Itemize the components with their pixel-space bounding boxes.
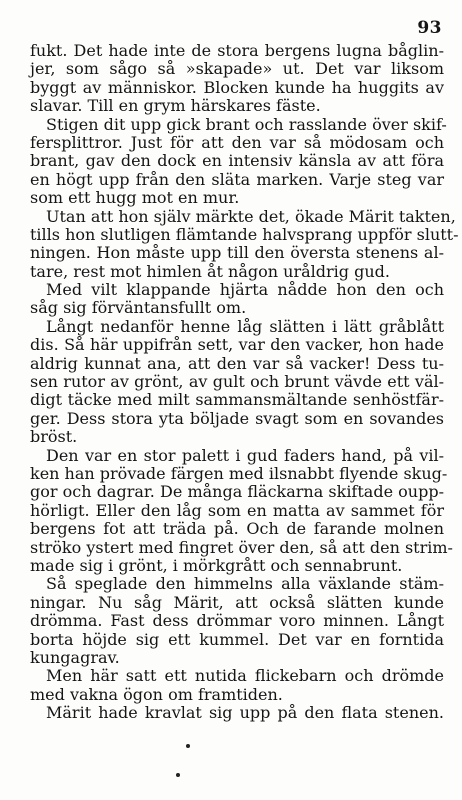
- text-line: made sig i grönt, i mörkgrått och sennabrunt.: [30, 555, 403, 575]
- text-line: hörligt. Eller den låg som en matta av sammet för: [30, 500, 444, 520]
- text-line: Långt nedanför henne låg slätten i lätt gråblått: [46, 316, 444, 336]
- text-line: ken han prövade färgen med ilsnabbt flyende skug-: [30, 463, 448, 483]
- text-line: bergens fot att träda på. Och de farande molnen: [30, 519, 444, 539]
- print-speck: [186, 744, 190, 748]
- text-line: Utan att hon själv märkte det, ökade Märit takten,: [46, 206, 456, 226]
- page-number: 93: [417, 18, 442, 38]
- text-line: ger. Dess stora yta böljade svagt som en sovandes: [30, 408, 444, 428]
- text-line: med vakna ögon om framtiden.: [30, 684, 283, 704]
- text-line: digt täcke med milt sammansmältande senhöstfär-: [30, 390, 444, 410]
- text-line: slavar. Till en grym härskares fäste.: [30, 96, 321, 116]
- body-text: [30, 41, 459, 723]
- text-line: ströko ystert med fingret över den, så att den strim-: [30, 537, 453, 557]
- text-line: aldrig kunnat ana, att den var så vacker! Dess tu-: [30, 353, 444, 373]
- text-line: Men här satt ett nutida flickebarn och drömde: [46, 666, 444, 686]
- text-line: gor och dagrar. De många fläckarna skiftade oupp-: [30, 482, 444, 502]
- text-line: sen rutor av grönt, av gult och brunt vävde ett väl-: [30, 372, 444, 392]
- text-line: fersplittror. Just för att den var så mödosam och: [30, 132, 444, 152]
- text-line: som ett hugg mot en mur.: [30, 188, 240, 208]
- text-line: Stigen dit upp gick brant och rasslande över skif-: [46, 114, 447, 134]
- text-line: drömma. Fast dess drömmar voro minnen. Långt: [30, 611, 444, 631]
- text-line: fukt. Det hade inte de stora bergens lugna båglin-: [30, 41, 444, 60]
- text-line: Den var en stor palett i gud faders hand, på vil-: [46, 445, 444, 465]
- text-line: en högt upp från den släta marken. Varje steg var: [30, 169, 444, 189]
- text-line: bröst.: [30, 427, 78, 447]
- text-line: kungagrav.: [30, 647, 120, 667]
- text-line: jer, som sågo så »skapade» ut. Det var liksom: [30, 59, 444, 79]
- text-line: borta höjde sig ett kummel. Det var en forntida: [30, 629, 444, 649]
- text-line: byggt av människor. Blocken kunde ha huggits av: [30, 77, 444, 97]
- text-line: ningen. Hon måste upp till den översta stenens al-: [30, 243, 444, 263]
- text-line: brant, gav den dock en intensiv känsla av att föra: [30, 151, 444, 171]
- text-line: tills hon slutligen flämtande halvsprang uppför slutt-: [30, 224, 459, 244]
- text-line: Så speglade den himmelns alla växlande stäm-: [46, 574, 444, 594]
- text-line: Med vilt klappande hjärta nådde hon den och: [46, 280, 444, 300]
- text-line: såg sig förväntansfullt om.: [30, 298, 247, 318]
- print-speck: [176, 773, 180, 777]
- text-line: ningar. Nu såg Märit, att också slätten kunde: [30, 592, 444, 612]
- text-line: tare, rest mot himlen åt någon uråldrig gud.: [30, 261, 390, 281]
- text-line: dis. Så här uppifrån sett, var den vacker, hon hade: [30, 335, 444, 355]
- text-line: Märit hade kravlat sig upp på den flata stenen.: [46, 703, 444, 723]
